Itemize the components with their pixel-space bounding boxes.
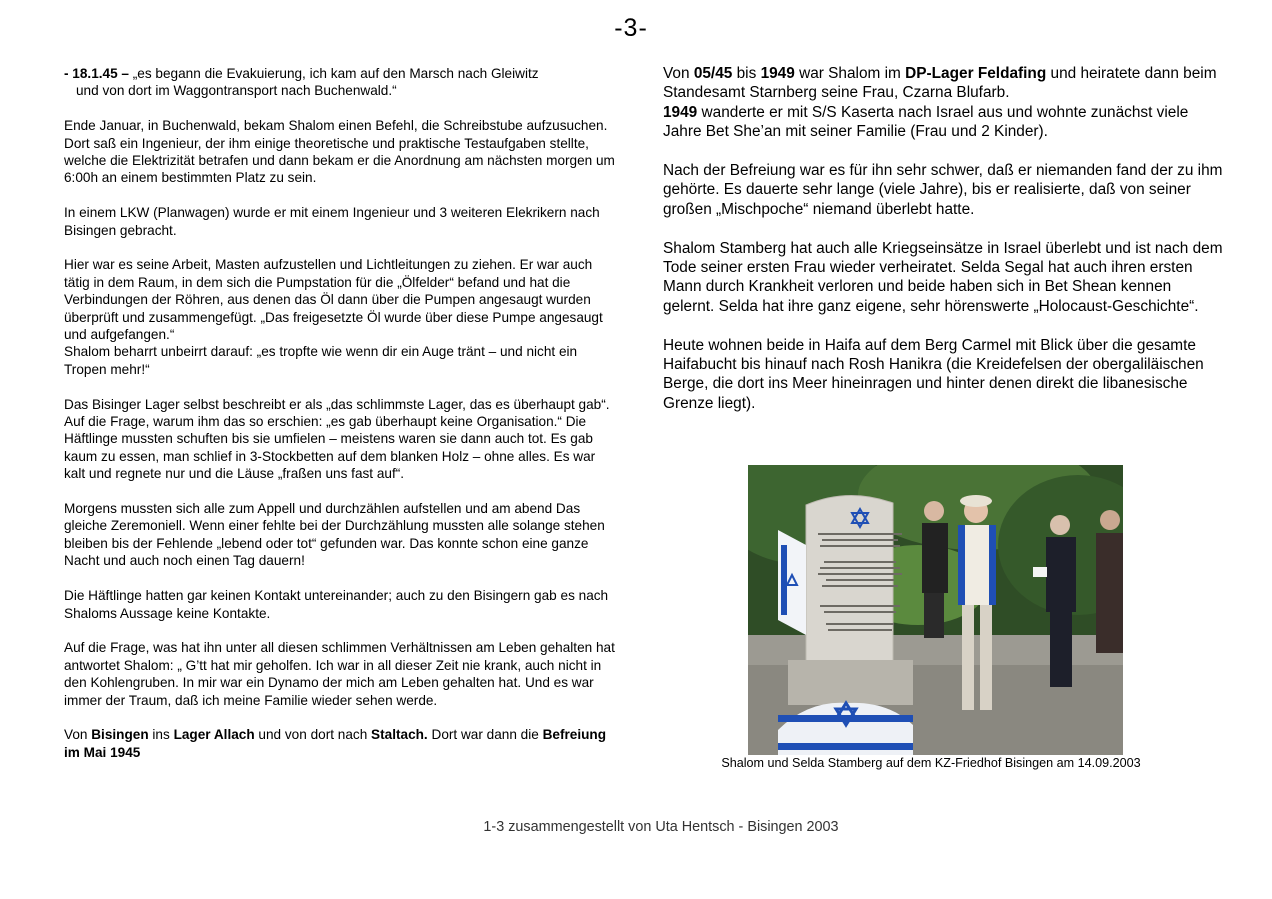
paragraph-transport: In einem LKW (Planwagen) wurde er mit einem Ingenieur und 3 weiteren Elekrikern nach Bisingen gebracht. [64, 205, 600, 238]
paragraph-rollcall: Morgens mussten sich alle zum Appell und durchzählen aufstellen und am abend Das gleiche Zeremoniell. Wenn einer fehlte bei der Durchzählung mussten alle solange stehen bleiben bis der Fehlende „lebend oder tot“ gefunden war. Das konnte schon eine ganze Nacht und auch noch einen Tag dauern! [64, 501, 605, 569]
paragraph-dp-camp: Von 05/45 bis 1949 war Shalom im DP-Lager Feldafing und heiratete dann beim Standesamt Starnberg seine Frau, Czarna Blufarb. 1949 wanderte er mit S/S Kaserta nach Israel aus und wohnte zunächst viele Jahre Bet She’an mit seiner Familie (Frau und 2 Kinder). [663, 65, 1217, 141]
paragraph-work: Hier war es seine Arbeit, Masten aufzustellen und Lichtleitungen zu ziehen. Er war auch tätig in dem Raum, in dem sich die Pumpstation für die „Ölfelder“ befand und hat die Verbindungen der Röhren, aus denen das Öl dann über die Pumpen angesaugt wurden überprüft und zusammengefügt. „Das freigesetzte Öl wurde über diese Pumpe angesaugt und aufgefangen.“ Shalom beharrt unbeirrt darauf: „es tropfte wie wenn dir ein Auge tränt – und nicht ein Tropen mehr!“ [64, 257, 603, 377]
date-label: - 18.1.45 – [64, 66, 129, 81]
page-number: -3- [614, 14, 648, 42]
paragraph-liberation: Von Bisingen ins Lager Allach und von dort nach Staltach. Dort war dann die Befreiung im Mai 1945 [64, 727, 607, 760]
paragraph-haifa: Heute wohnen beide in Haifa auf dem Berg Carmel mit Blick über die gesamte Haifabucht bis hinauf nach Rosh Hanikra (die Kreidefelsen der obergaliläischen Berge, die dort ins Meer hineinragen und hinter denen direkt die libanesische Grenze liegt). [663, 336, 1204, 412]
paragraph-camp: Das Bisinger Lager selbst beschreibt er als „das schlimmste Lager, das es überhaupt gab“. Auf die Frage, warum ihm das so erschien: „es gab überhaupt keine Organisation.“ Die Häftlinge mussten schuften bis sie umfielen – meistens waren sie dann auch tot. Es gab kaum zu essen, man schlief in 3-Stockbetten auf dem blanken Holz – ohne alles. Es war kalt und regnete nur und die Läuse „fraßen uns fast auf“. [64, 396, 610, 482]
paragraph-survival: Auf die Frage, was hat ihn unter all diesen schlimmen Verhältnissen am Leben gehalten hat antwortet Shalom: „ G’tt hat mir geholfen. Ich war in all dieser Zeit nie krank, auch nicht in den Kohlengruben. In mir war ein Dynamo der mich am Leben gehalten hat. Und es war immer der Traum, daß ich meine Familie wieder sehen werde. [64, 640, 615, 708]
paragraph-evacuation: - 18.1.45 – „es begann die Evakuierung, ich kam auf den Marsch nach Gleiwitz und von dort im Waggontransport nach Buchenwald.“ [64, 66, 539, 99]
right-column [663, 64, 1223, 433]
memorial-photo [748, 465, 1123, 755]
paragraph-after-liberation: Nach der Befreiung war es für ihn sehr schwer, daß er niemanden fand der zu ihm gehörte. Es dauerte sehr lange (viele Jahre), bis er realisierte, daß von seiner großen „Mischpoche“ niemand überlebt hatte. [663, 162, 1223, 218]
paragraph-israel: Shalom Stamberg hat auch alle Kriegseinsätze in Israel überlebt und ist nach dem Tode seiner ersten Frau wieder verheiratet. Selda Segal hat auch ihren ersten Mann durch Krankheit verloren und beide haben sich in Bet Shean kennen gelernt. Selda hat ihre ganz eigene, sehr hörenswerte „Holocaust-Geschichte“. [663, 239, 1223, 315]
paragraph-contact: Die Häftlinge hatten gar keinen Kontakt untereinander; auch zu den Bisingern gab es nach Shaloms Aussage keine Kontakte. [64, 588, 609, 621]
left-column [64, 65, 616, 779]
page-footer: 1-3 zusammengestellt von Uta Hentsch - Bisingen 2003 [483, 819, 839, 835]
memorial-photo-illustration [748, 465, 1123, 755]
photo-caption: Shalom und Selda Stamberg auf dem KZ-Friedhof Bisingen am 14.09.2003 [721, 756, 1141, 770]
paragraph-buchenwald: Ende Januar, in Buchenwald, bekam Shalom einen Befehl, die Schreibstube aufzusuchen. Dort saß ein Ingenieur, der ihm einige theoretische und praktische Testaufgaben stellte, welche die Elektrizität betrafen und dann bekam er die Anordnung am nächsten morgen um 6:00h an einem bestimmten Platz zu sein. [64, 118, 615, 186]
